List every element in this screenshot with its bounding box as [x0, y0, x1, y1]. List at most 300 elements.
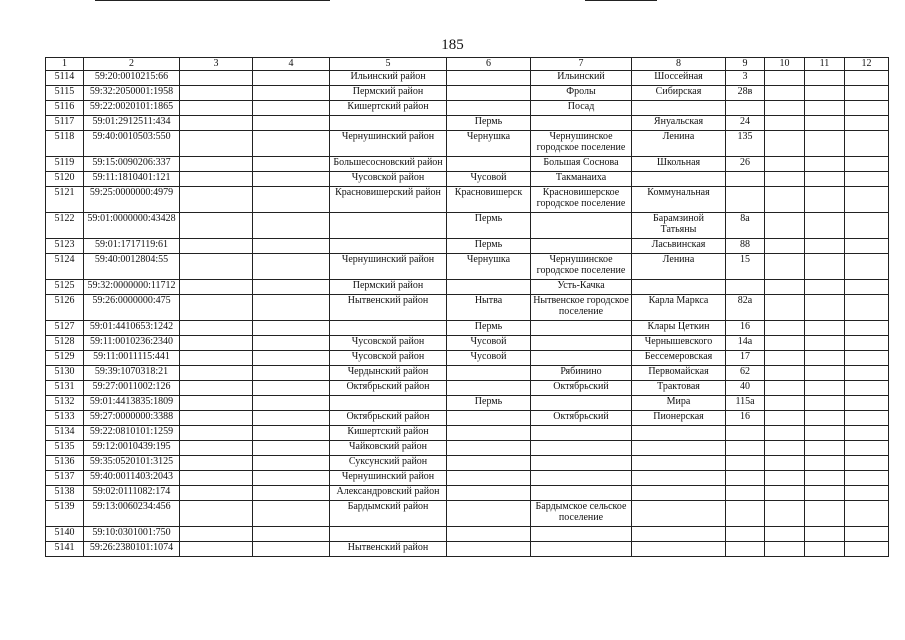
table-cell-col-1: 5139 [46, 501, 84, 527]
table-cell-col-7 [531, 426, 632, 441]
table-cell-col-10 [765, 131, 805, 157]
table-row [46, 86, 889, 101]
table-cell-col-8: Клары Цеткин [632, 321, 726, 336]
table-cell-col-10 [765, 239, 805, 254]
table-cell-col-6 [447, 411, 531, 426]
table-cell-col-8 [632, 501, 726, 527]
table-cell-col-1: 5137 [46, 471, 84, 486]
table-cell-col-4 [253, 351, 330, 366]
table-cell-col-5: Пермский район [330, 280, 447, 295]
table-cell-col-11 [805, 396, 845, 411]
table-cell-col-9: 62 [726, 366, 765, 381]
table-cell-col-5: Красновишерский район [330, 187, 447, 213]
table-cell-col-12 [845, 280, 889, 295]
table-cell-col-10 [765, 254, 805, 280]
table-cell-col-12 [845, 157, 889, 172]
table-cell-col-1: 5117 [46, 116, 84, 131]
table-row [46, 441, 889, 456]
table-row [46, 187, 889, 213]
table-cell-col-7: Октябрьский [531, 381, 632, 396]
table-cell-col-10 [765, 86, 805, 101]
table-row [46, 239, 889, 254]
table-cell-col-5: Ильинский район [330, 71, 447, 86]
table-row [46, 71, 889, 86]
table-cell-col-3 [180, 542, 253, 557]
table-cell-col-1: 5141 [46, 542, 84, 557]
table-cell-col-10 [765, 351, 805, 366]
table-cell-col-8: Первомайская [632, 366, 726, 381]
table-cell-col-2: 59:01:4413835:1809 [84, 396, 180, 411]
table-cell-col-10 [765, 336, 805, 351]
table-cell-col-9: 16 [726, 321, 765, 336]
table-row [46, 131, 889, 157]
table-cell-col-4 [253, 501, 330, 527]
table-row [46, 321, 889, 336]
table-cell-col-4 [253, 213, 330, 239]
table-cell-col-4 [253, 254, 330, 280]
table-cell-col-9 [726, 172, 765, 187]
table-cell-col-7 [531, 396, 632, 411]
table-cell-col-4 [253, 527, 330, 542]
table-cell-col-8: Барамзиной Татьяны [632, 213, 726, 239]
table-cell-col-2: 59:32:2050001:1958 [84, 86, 180, 101]
table-cell-col-7 [531, 471, 632, 486]
table-cell-col-5: Чернушинский район [330, 131, 447, 157]
table-cell-col-10 [765, 486, 805, 501]
table-cell-col-2: 59:26:0000000:475 [84, 295, 180, 321]
table-cell-col-9: 115а [726, 396, 765, 411]
table-row [46, 101, 889, 116]
table-cell-col-4 [253, 157, 330, 172]
table-cell-col-11 [805, 426, 845, 441]
table-cell-col-2: 59:15:0090206:337 [84, 157, 180, 172]
table-cell-col-6: Чусовой [447, 351, 531, 366]
table-cell-col-7: Ильинский [531, 71, 632, 86]
table-cell-col-11 [805, 254, 845, 280]
table-cell-col-2: 59:11:1810401:121 [84, 172, 180, 187]
table-cell-col-10 [765, 366, 805, 381]
table-cell-col-5: Нытвенский район [330, 542, 447, 557]
table-cell-col-1: 5123 [46, 239, 84, 254]
table-cell-col-3 [180, 321, 253, 336]
table-cell-col-11 [805, 542, 845, 557]
table-cell-col-9 [726, 187, 765, 213]
table-cell-col-6 [447, 157, 531, 172]
table-cell-col-10 [765, 471, 805, 486]
table-cell-col-7: Большая Соснова [531, 157, 632, 172]
table-cell-col-1: 5130 [46, 366, 84, 381]
table-cell-col-7 [531, 116, 632, 131]
table-cell-col-9: 8а [726, 213, 765, 239]
table-cell-col-9 [726, 471, 765, 486]
table-cell-col-5: Чусовской район [330, 172, 447, 187]
table-cell-col-6 [447, 426, 531, 441]
table-cell-col-7: Чернушинское городское поселение [531, 131, 632, 157]
table-cell-col-11 [805, 116, 845, 131]
table-cell-col-4 [253, 101, 330, 116]
table-cell-col-2: 59:02:0111082:174 [84, 486, 180, 501]
table-cell-col-9: 40 [726, 381, 765, 396]
table-cell-col-8: Трактовая [632, 381, 726, 396]
table-cell-col-12 [845, 441, 889, 456]
table-cell-col-1: 5122 [46, 213, 84, 239]
table-cell-col-1: 5134 [46, 426, 84, 441]
table-cell-col-4 [253, 116, 330, 131]
table-cell-col-3 [180, 441, 253, 456]
column-header: 8 [632, 58, 726, 71]
table-cell-col-2: 59:40:0012804:55 [84, 254, 180, 280]
table-cell-col-4 [253, 471, 330, 486]
table-cell-col-6 [447, 501, 531, 527]
table-cell-col-3 [180, 381, 253, 396]
table-cell-col-3 [180, 396, 253, 411]
table-cell-col-4 [253, 71, 330, 86]
table-cell-col-5: Бардымский район [330, 501, 447, 527]
table-cell-col-3 [180, 351, 253, 366]
table-cell-col-12 [845, 426, 889, 441]
table-cell-col-5: Кишертский район [330, 101, 447, 116]
table-cell-col-1: 5131 [46, 381, 84, 396]
table-cell-col-12 [845, 527, 889, 542]
table-cell-col-8: Сибирская [632, 86, 726, 101]
table-cell-col-9: 26 [726, 157, 765, 172]
table-cell-col-9: 88 [726, 239, 765, 254]
table-cell-col-2: 59:01:4410653:1242 [84, 321, 180, 336]
column-header: 3 [180, 58, 253, 71]
table-cell-col-1: 5115 [46, 86, 84, 101]
table-cell-col-1: 5119 [46, 157, 84, 172]
table-cell-col-1: 5133 [46, 411, 84, 426]
table-cell-col-5 [330, 116, 447, 131]
column-header: 5 [330, 58, 447, 71]
table-cell-col-12 [845, 456, 889, 471]
table-cell-col-12 [845, 486, 889, 501]
table-body [46, 71, 889, 557]
table-cell-col-5 [330, 239, 447, 254]
table-cell-col-6: Чусовой [447, 336, 531, 351]
table-cell-col-4 [253, 381, 330, 396]
table-cell-col-6 [447, 456, 531, 471]
table-cell-col-7: Усть-Качка [531, 280, 632, 295]
table-cell-col-10 [765, 213, 805, 239]
table-cell-col-4 [253, 131, 330, 157]
table-cell-col-6 [447, 441, 531, 456]
table-cell-col-1: 5124 [46, 254, 84, 280]
table-cell-col-11 [805, 172, 845, 187]
table-cell-col-6: Пермь [447, 321, 531, 336]
table-cell-col-6: Чернушка [447, 131, 531, 157]
table-cell-col-12 [845, 542, 889, 557]
table-cell-col-6 [447, 101, 531, 116]
table-cell-col-7: Такманаиха [531, 172, 632, 187]
table-cell-col-8 [632, 172, 726, 187]
table-cell-col-6 [447, 471, 531, 486]
table-cell-col-7: Посад [531, 101, 632, 116]
table-cell-col-9: 3 [726, 71, 765, 86]
table-row [46, 336, 889, 351]
table-cell-col-10 [765, 456, 805, 471]
table-cell-col-5: Большесосновский район [330, 157, 447, 172]
table-cell-col-11 [805, 157, 845, 172]
table-cell-col-1: 5120 [46, 172, 84, 187]
table-cell-col-8: Мира [632, 396, 726, 411]
table-cell-col-8: Бессемеровская [632, 351, 726, 366]
table-cell-col-4 [253, 336, 330, 351]
table-cell-col-2: 59:27:0000000:3388 [84, 411, 180, 426]
table-cell-col-8: Януальская [632, 116, 726, 131]
table-cell-col-4 [253, 542, 330, 557]
table-cell-col-2: 59:22:0020101:1865 [84, 101, 180, 116]
page-number: 185 [441, 37, 464, 53]
table-cell-col-1: 5129 [46, 351, 84, 366]
table-cell-col-6: Красновишерск [447, 187, 531, 213]
table-cell-col-11 [805, 336, 845, 351]
table-cell-col-3 [180, 456, 253, 471]
table-cell-col-7 [531, 542, 632, 557]
table-cell-col-9: 15 [726, 254, 765, 280]
table-row [46, 411, 889, 426]
table-cell-col-12 [845, 471, 889, 486]
table-cell-col-7 [531, 239, 632, 254]
table-cell-col-5: Чайковский район [330, 441, 447, 456]
table-cell-col-8: Ласьвинская [632, 239, 726, 254]
table-cell-col-2: 59:01:0000000:43428 [84, 213, 180, 239]
column-header: 10 [765, 58, 805, 71]
table-cell-col-11 [805, 213, 845, 239]
table-cell-col-5 [330, 321, 447, 336]
table-cell-col-2: 59:10:0301001:750 [84, 527, 180, 542]
table-cell-col-12 [845, 381, 889, 396]
table-cell-col-6 [447, 71, 531, 86]
table-cell-col-4 [253, 411, 330, 426]
table-cell-col-12 [845, 336, 889, 351]
table-cell-col-1: 5116 [46, 101, 84, 116]
table-cell-col-9: 17 [726, 351, 765, 366]
table-cell-col-2: 59:11:0010236:2340 [84, 336, 180, 351]
table-cell-col-9 [726, 486, 765, 501]
table-cell-col-1: 5135 [46, 441, 84, 456]
table-cell-col-7 [531, 486, 632, 501]
table-cell-col-10 [765, 172, 805, 187]
table-cell-col-8 [632, 486, 726, 501]
table-cell-col-5: Александровский район [330, 486, 447, 501]
table-cell-col-3 [180, 101, 253, 116]
table-cell-col-7 [531, 527, 632, 542]
column-header: 9 [726, 58, 765, 71]
table-cell-col-12 [845, 131, 889, 157]
table-cell-col-3 [180, 157, 253, 172]
table-cell-col-12 [845, 172, 889, 187]
table-row [46, 295, 889, 321]
column-header-row [46, 58, 889, 71]
table-cell-col-10 [765, 116, 805, 131]
table-cell-col-8 [632, 101, 726, 116]
table-cell-col-11 [805, 351, 845, 366]
table-cell-col-11 [805, 366, 845, 381]
table-cell-col-5 [330, 527, 447, 542]
table-cell-col-4 [253, 239, 330, 254]
table-row [46, 471, 889, 486]
table-cell-col-3 [180, 295, 253, 321]
table-cell-col-3 [180, 131, 253, 157]
table-cell-col-6: Нытва [447, 295, 531, 321]
table-cell-col-11 [805, 486, 845, 501]
table-cell-col-1: 5132 [46, 396, 84, 411]
table-cell-col-4 [253, 187, 330, 213]
table-cell-col-3 [180, 71, 253, 86]
table-cell-col-4 [253, 172, 330, 187]
table-cell-col-9 [726, 280, 765, 295]
table-cell-col-8: Школьная [632, 157, 726, 172]
column-header: 11 [805, 58, 845, 71]
table-cell-col-6: Пермь [447, 396, 531, 411]
table-cell-col-6 [447, 527, 531, 542]
table-cell-col-10 [765, 501, 805, 527]
table-cell-col-2: 59:39:1070318:21 [84, 366, 180, 381]
table-cell-col-11 [805, 381, 845, 396]
table-cell-col-7 [531, 213, 632, 239]
table-cell-col-8: Чернышевского [632, 336, 726, 351]
table-cell-col-2: 59:35:0520101:3125 [84, 456, 180, 471]
table-row [46, 366, 889, 381]
table-row [46, 456, 889, 471]
table-cell-col-5: Чернушинский район [330, 471, 447, 486]
table-cell-col-12 [845, 321, 889, 336]
table-cell-col-9 [726, 456, 765, 471]
table-cell-col-3 [180, 86, 253, 101]
table-cell-col-10 [765, 280, 805, 295]
table-cell-col-10 [765, 527, 805, 542]
table-cell-col-6: Пермь [447, 239, 531, 254]
table-cell-col-2: 59:27:0011002:126 [84, 381, 180, 396]
table-row [46, 396, 889, 411]
table-cell-col-10 [765, 441, 805, 456]
table-cell-col-10 [765, 295, 805, 321]
table-cell-col-4 [253, 426, 330, 441]
table-cell-col-12 [845, 396, 889, 411]
table-cell-col-11 [805, 441, 845, 456]
table-cell-col-1: 5118 [46, 131, 84, 157]
table-cell-col-9 [726, 527, 765, 542]
table-cell-col-8 [632, 471, 726, 486]
table-cell-col-10 [765, 411, 805, 426]
table-cell-col-12 [845, 116, 889, 131]
table-cell-col-12 [845, 213, 889, 239]
table-cell-col-10 [765, 187, 805, 213]
table-cell-col-5: Октябрьский район [330, 381, 447, 396]
table-cell-col-6 [447, 280, 531, 295]
table-cell-col-4 [253, 441, 330, 456]
table-cell-col-11 [805, 527, 845, 542]
table-cell-col-4 [253, 486, 330, 501]
table-row [46, 116, 889, 131]
table-cell-col-2: 59:26:2380101:1074 [84, 542, 180, 557]
table-cell-col-10 [765, 426, 805, 441]
table-cell-col-10 [765, 542, 805, 557]
table-cell-col-7: Фролы [531, 86, 632, 101]
column-header: 1 [46, 58, 84, 71]
table-cell-col-7 [531, 351, 632, 366]
table-cell-col-11 [805, 101, 845, 116]
table-cell-col-8: Ленина [632, 254, 726, 280]
table-cell-col-8: Пионерская [632, 411, 726, 426]
table-cell-col-12 [845, 239, 889, 254]
table-cell-col-4 [253, 295, 330, 321]
table-cell-col-2: 59:11:0011115:441 [84, 351, 180, 366]
table-cell-col-11 [805, 411, 845, 426]
table-cell-col-8 [632, 280, 726, 295]
table-cell-col-1: 5125 [46, 280, 84, 295]
table-cell-col-2: 59:25:0000000:4979 [84, 187, 180, 213]
table-cell-col-2: 59:01:2912511:434 [84, 116, 180, 131]
table-cell-col-8 [632, 542, 726, 557]
table-cell-col-3 [180, 527, 253, 542]
table-cell-col-3 [180, 426, 253, 441]
table-cell-col-9: 82а [726, 295, 765, 321]
table-row [46, 542, 889, 557]
table-cell-col-3 [180, 471, 253, 486]
table-cell-col-7: Октябрьский [531, 411, 632, 426]
table-cell-col-9 [726, 441, 765, 456]
table-cell-col-9: 14а [726, 336, 765, 351]
table-cell-col-3 [180, 280, 253, 295]
table-cell-col-9 [726, 101, 765, 116]
table-cell-col-2: 59:13:0060234:456 [84, 501, 180, 527]
table-cell-col-7 [531, 456, 632, 471]
table-cell-col-12 [845, 501, 889, 527]
table-cell-col-5: Пермский район [330, 86, 447, 101]
table-cell-col-9 [726, 542, 765, 557]
table-cell-col-12 [845, 366, 889, 381]
table-cell-col-1: 5126 [46, 295, 84, 321]
table-cell-col-6 [447, 366, 531, 381]
table-cell-col-11 [805, 456, 845, 471]
table-cell-col-3 [180, 486, 253, 501]
table-cell-col-7 [531, 321, 632, 336]
table-cell-col-6 [447, 381, 531, 396]
table-cell-col-11 [805, 501, 845, 527]
table-cell-col-9: 28в [726, 86, 765, 101]
table-cell-col-2: 59:32:0000000:11712 [84, 280, 180, 295]
table-cell-col-3 [180, 411, 253, 426]
table-cell-col-5: Чусовской район [330, 351, 447, 366]
table-row [46, 501, 889, 527]
table-cell-col-10 [765, 101, 805, 116]
table-cell-col-8: Карла Маркса [632, 295, 726, 321]
table-cell-col-4 [253, 280, 330, 295]
table-cell-col-2: 59:40:0011403:2043 [84, 471, 180, 486]
table-cell-col-7: Красновишерское городское поселение [531, 187, 632, 213]
table-cell-col-3 [180, 213, 253, 239]
table-cell-col-6: Чусовой [447, 172, 531, 187]
table-cell-col-11 [805, 131, 845, 157]
table-cell-col-1: 5140 [46, 527, 84, 542]
table-cell-col-11 [805, 321, 845, 336]
table-cell-col-5: Суксунский район [330, 456, 447, 471]
table-cell-col-11 [805, 239, 845, 254]
table-cell-col-6 [447, 542, 531, 557]
table-cell-col-5: Нытвенский район [330, 295, 447, 321]
column-header: 7 [531, 58, 632, 71]
table-cell-col-8: Ленина [632, 131, 726, 157]
table-row [46, 172, 889, 187]
top-rule-right [585, 0, 657, 1]
table-cell-col-7: Бардымское сельское поселение [531, 501, 632, 527]
table-cell-col-4 [253, 86, 330, 101]
table-cell-col-12 [845, 254, 889, 280]
table-cell-col-2: 59:20:0010215:66 [84, 71, 180, 86]
table-cell-col-11 [805, 295, 845, 321]
